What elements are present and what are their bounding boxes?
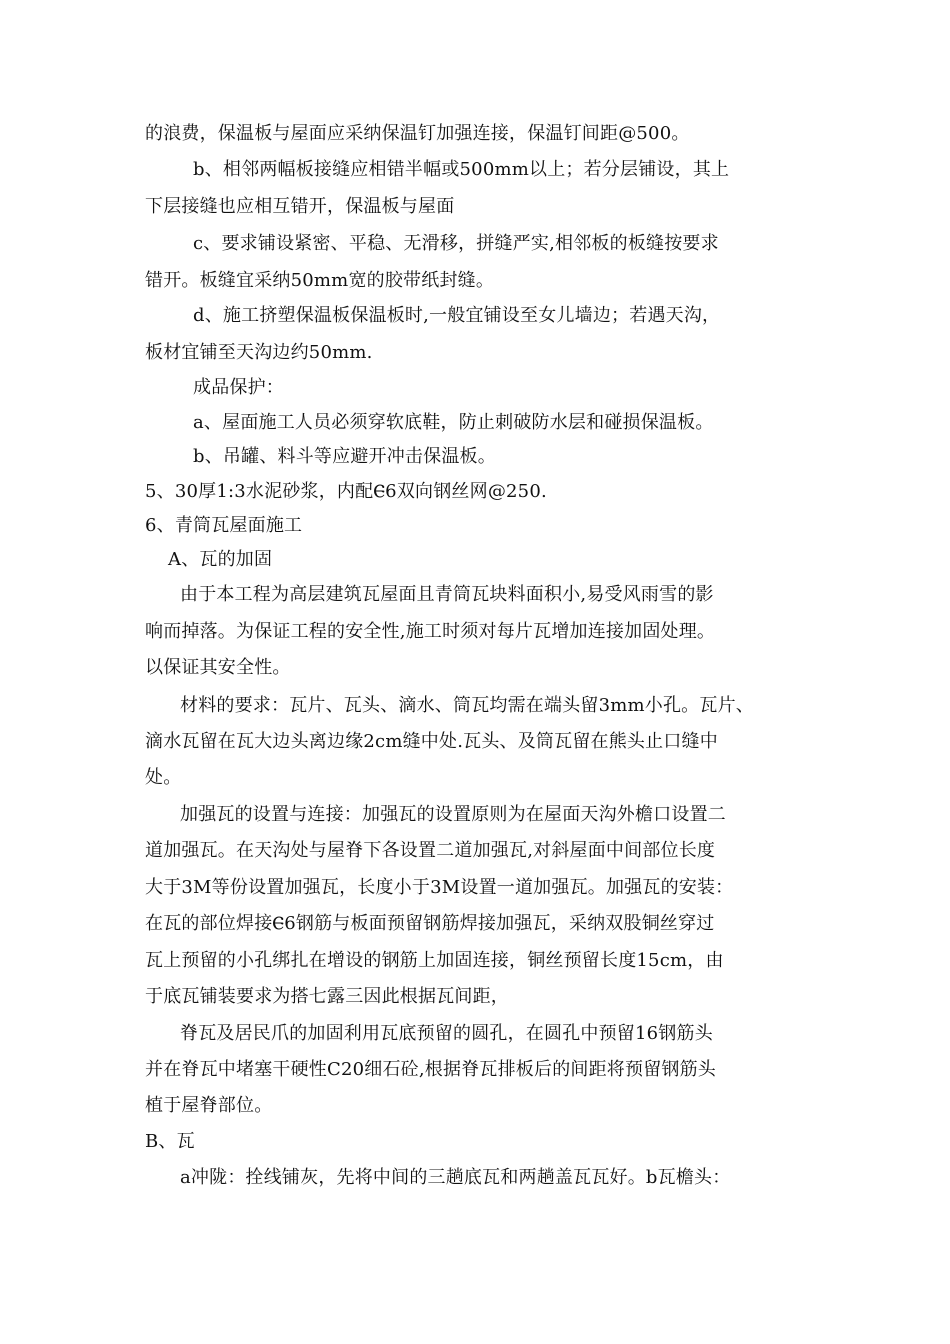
text-line: 处。 [145, 767, 182, 788]
text-line: 植于屋脊部位。 [145, 1095, 273, 1116]
text-line: 道加强瓦。在天沟处与屋脊下各设置二道加强瓦,对斜屋面中间部位长度 [145, 840, 716, 861]
text-line: 由于本工程为高层建筑瓦屋面且青筒瓦块料面积小,易受风雨雪的影 [180, 584, 714, 605]
text-line: 错开。板缝宜采纳50mm宽的胶带纸封缝。 [145, 270, 495, 291]
text-line: 以保证其安全性。 [145, 657, 291, 678]
text-line: c、要求铺设紧密、平稳、无滑移，拼缝严实,相邻板的板缝按要求 [193, 233, 719, 254]
text-line: b、相邻两幅板接缝应相错半幅或500mm以上；若分层铺设，其上 [193, 159, 730, 180]
text-line: 于底瓦铺装要求为搭七露三因此根据瓦间距， [145, 986, 509, 1007]
text-line: 瓦上预留的小孔绑扎在增设的钢筋上加固连接，铜丝预留长度15cm，由 [145, 950, 724, 971]
section-heading: A、瓦的加固 [168, 549, 273, 570]
text-line: 板材宜铺至天沟边约50mm. [145, 342, 373, 363]
text-line: 5、30厚1:3水泥砂浆，内配Ⲉ6双向钢丝网@250. [145, 481, 547, 502]
text-line: a冲陇：拴线铺灰，先将中间的三趟底瓦和两趟盖瓦瓦好。b瓦檐头： [180, 1167, 731, 1188]
text-line: 加强瓦的设置与连接：加强瓦的设置原则为在屋面天沟外檐口设置二 [180, 804, 726, 825]
text-line: 材料的要求：瓦片、瓦头、滴水、筒瓦均需在端头留3mm小孔。瓦片、 [180, 695, 754, 716]
text-line: 并在脊瓦中堵塞干硬性C20细石砼,根据脊瓦排板后的间距将预留钢筋头 [145, 1059, 716, 1080]
text-line: 的浪费，保温板与屋面应采纳保温钉加强连接，保温钉间距@500。 [145, 123, 690, 144]
text-line: 脊瓦及居民爪的加固利用瓦底预留的圆孔，在圆孔中预留16钢筋头 [180, 1023, 713, 1044]
text-line: a、屋面施工人员必须穿软底鞋，防止刺破防水层和碰损保温板。 [193, 412, 714, 433]
text-line: 响而掉落。为保证工程的安全性,施工时须对每片瓦增加连接加固处理。 [145, 621, 716, 642]
text-line: 在瓦的部位焊接Ⲉ6钢筋与板面预留钢筋焊接加强瓦，采纳双股铜丝穿过 [145, 913, 715, 934]
text-line: d、施工挤塑保温板保温板时,一般宜铺设至女儿墙边；若遇天沟， [193, 305, 721, 326]
section-heading: 6、青筒瓦屋面施工 [145, 515, 303, 536]
section-heading: B、瓦 [145, 1131, 195, 1152]
text-line: 大于3M等份设置加强瓦，长度小于3M设置一道加强瓦。加强瓦的安装： [145, 877, 734, 898]
text-line: b、吊罐、料斗等应避开冲击保温板。 [193, 446, 496, 467]
section-heading: 成品保护： [193, 377, 284, 398]
text-line: 滴水瓦留在瓦大边头离边缘2cm缝中处.瓦头、及筒瓦留在熊头止口缝中 [145, 731, 718, 752]
text-line: 下层接缝也应相互错开，保温板与屋面 [145, 196, 455, 217]
